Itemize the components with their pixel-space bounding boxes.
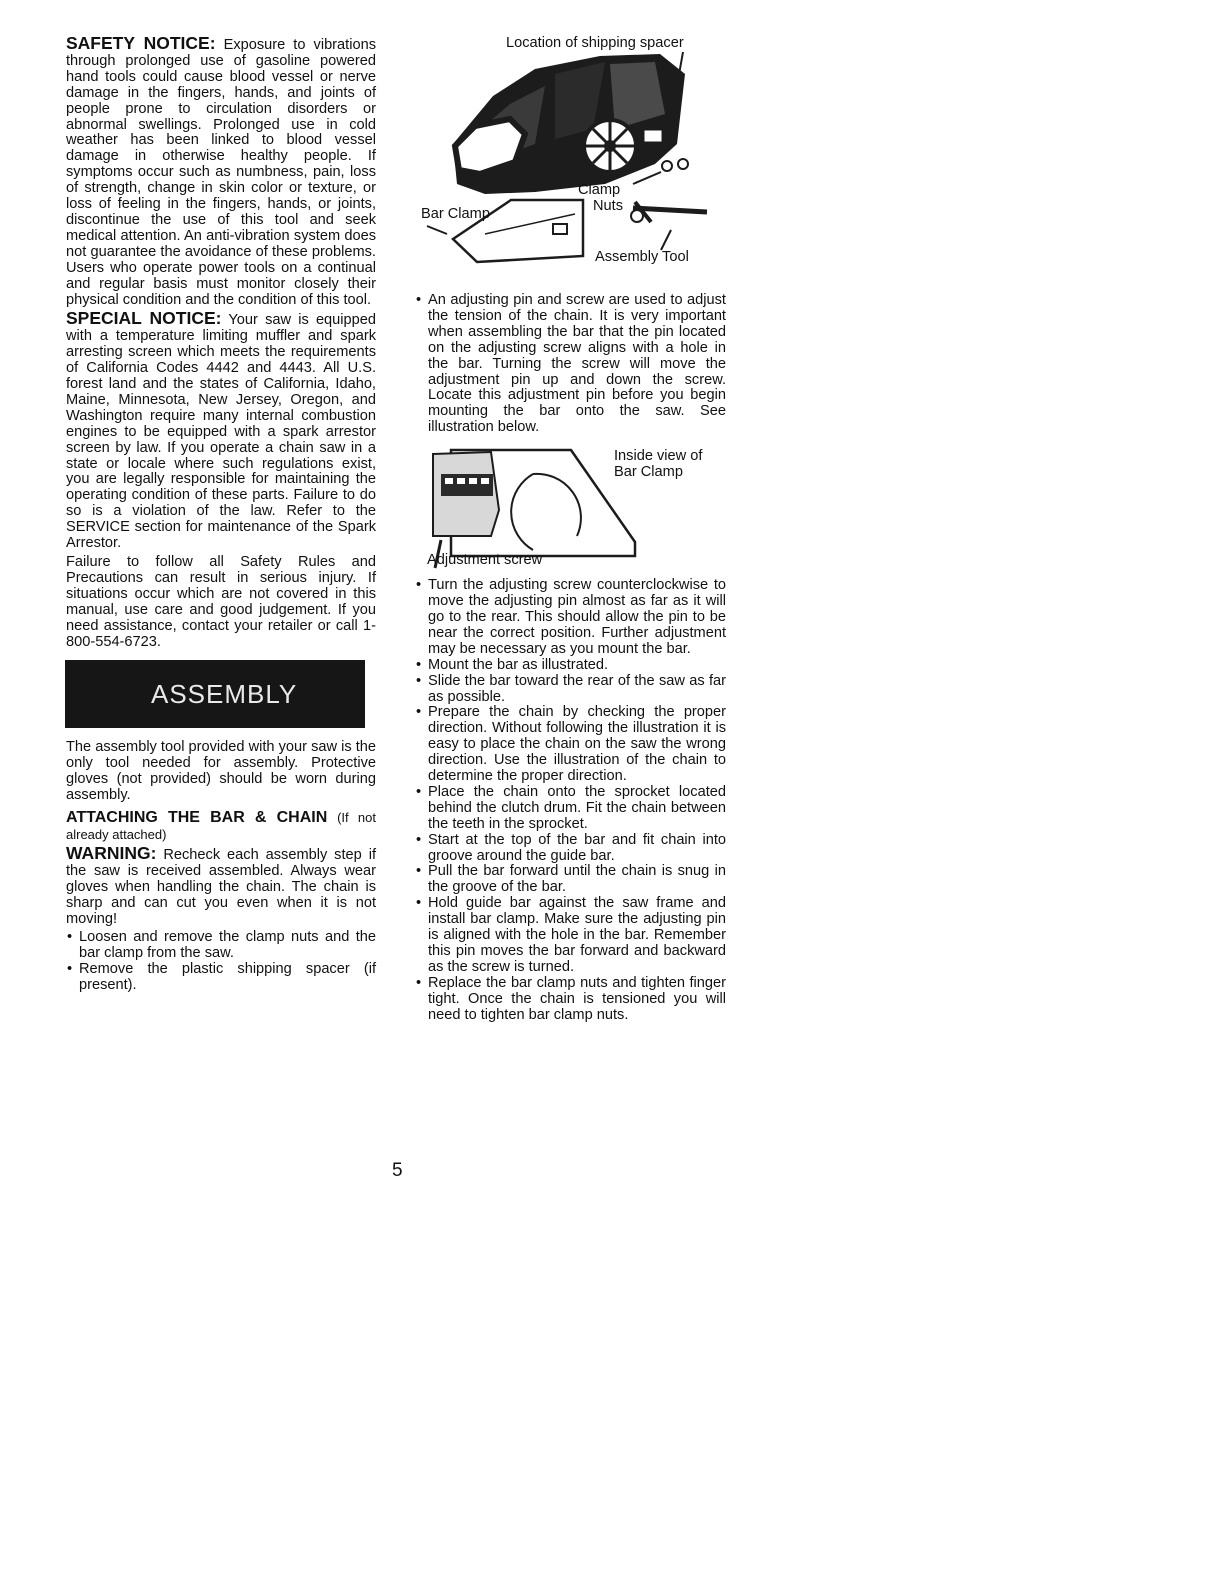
special-notice-title: SPECIAL NOTICE: xyxy=(66,308,222,329)
special-notice xyxy=(66,308,376,552)
list-item: • Replace the bar clamp nuts and tighten finger tight. Once the chain is tensioned you will need to tighten bar clamp nuts. xyxy=(415,976,726,1024)
list-item: • An adjusting pin and screw are used to adjust the tension of the chain. It is very important when assembling the bar that the pin located on the adjusting screw aligns with a hole in the bar. Turning the screw will move the adjustment pin up and down the screw. Locate this adjustment pin before you begin mounting the bar onto the saw. See illustration below. xyxy=(415,293,726,436)
list-item: • Hold guide bar against the saw frame and install bar clamp. Make sure the adjusting pin is aligned with the hole in the bar. Remember this pin moves the bar forward and backward as the screw is turned. xyxy=(415,896,726,976)
page-number: 5 xyxy=(392,1160,403,1181)
figure-saw-assembly xyxy=(415,34,735,274)
figure-bar-clamp-inside xyxy=(415,444,726,572)
right-intro-bullet xyxy=(415,293,726,436)
adjustment-screw-label: Adjustment screw xyxy=(427,552,543,569)
warning xyxy=(66,842,376,928)
list-item: • Turn the adjusting screw counterclockwise to move the adjusting pin almost as far as it will go to the rear. This should allow the pin to be near the correct position. Further adjustment may be necessary as you mount the bar. xyxy=(415,578,726,658)
warning-text: Recheck each assembly step if the saw is received assembled. Always wear gloves when handling the chain. The chain is sharp and can cut you even when it is not moving! xyxy=(66,846,376,927)
list-item: • Prepare the chain by checking the proper direction. Without following the illustration it is easy to place the chain on the saw the wrong direction. Use the illustration of the chain to determine the proper direction. xyxy=(415,705,726,785)
attach-note: (If not already attached) xyxy=(66,810,376,842)
list-item: • Loosen and remove the clamp nuts and the bar clamp from the saw. xyxy=(66,930,376,962)
list-item: • Remove the plastic shipping spacer (if present). xyxy=(66,962,376,994)
inside-view-label-2: Bar Clamp xyxy=(614,464,683,481)
assembly-intro: The assembly tool provided with your saw is the only tool needed for assembly. Protective gloves (not provided) should be worn during assembly. xyxy=(66,739,376,804)
left-column xyxy=(66,33,376,994)
warning-title: WARNING: xyxy=(66,842,157,863)
assembly-tool-label: Assembly Tool xyxy=(595,249,689,265)
special-notice-text: Your saw is equipped with a temperature limiting muffler and spark arresting screen which meets the requirements of California Codes 4442 and 4443. All U.S. forest land and the states of California, Idaho, Maine, Minnesota, New Jersey, Oregon, and Washington require many internal combustion engines to be equipped with a spark arrestor screen by law. If you operate a chain saw in a state or locale where such regulations exist, you are legally responsible for maintaining the operating condition of these parts. Failure to do so is a violation of the law. Refer to the SERVICE section for maintenance of the Spark Arrestor. xyxy=(66,312,376,552)
attach-title: ATTACHING THE BAR & CHAIN xyxy=(66,809,328,827)
list-item: • Pull the bar forward until the chain is snug in the groove of the bar. xyxy=(415,864,726,896)
assembly-banner: ASSEMBLY xyxy=(65,660,365,728)
safety-notice-text: Exposure to vibrations through prolonged use of gasoline powered hand tools could cause blood vessel or nerve damage in the fingers, hands, and joints of people prone to circulation disorders or abnormal swellings. Prolonged use in cold weather has been linked to blood vessel damage in otherwise healthy people. If symptoms occur such as numbness, pain, loss of strength, change in skin color or texture, or loss of feeling in the fingers, hands, or joints, discontinue the use of this tool and seek medical attention. An anti-vibration system does not guarantee the avoidance of these problems. Users who operate power tools on a continual and regular basis must monitor closely their physical condition and the condition of this tool. xyxy=(66,37,376,308)
spacer-label: Location of shipping spacer xyxy=(506,35,684,51)
bar-clamp-label: Bar Clamp xyxy=(421,206,490,222)
clamp-nuts-label-2: Nuts xyxy=(593,198,624,214)
failure-paragraph: Failure to follow all Safety Rules and Precautions can result in serious injury. If situations occur which are not covered in this manual, use care and good judgement. If you need assistance, contact your retailer or call 1-800-554-6723. xyxy=(66,554,376,650)
clamp-nuts-label-1: Clamp xyxy=(578,182,621,198)
list-item: • Mount the bar as illustrated. xyxy=(415,658,726,674)
safety-notice-title: SAFETY NOTICE: xyxy=(66,33,216,53)
right-column xyxy=(415,290,726,1024)
left-bullets xyxy=(66,930,376,994)
attach-heading xyxy=(66,810,376,844)
inside-view-label-1: Inside view of xyxy=(614,448,703,465)
safety-notice xyxy=(66,33,376,308)
list-item: • Place the chain onto the sprocket located behind the clutch drum. Fit the chain between the teeth in the sprocket. xyxy=(415,785,726,833)
right-bullets xyxy=(415,578,726,1023)
list-item: • Start at the top of the bar and fit chain into groove around the guide bar. xyxy=(415,833,726,865)
saw-illustration xyxy=(415,34,735,274)
list-item: • Slide the bar toward the rear of the saw as far as possible. xyxy=(415,674,726,706)
